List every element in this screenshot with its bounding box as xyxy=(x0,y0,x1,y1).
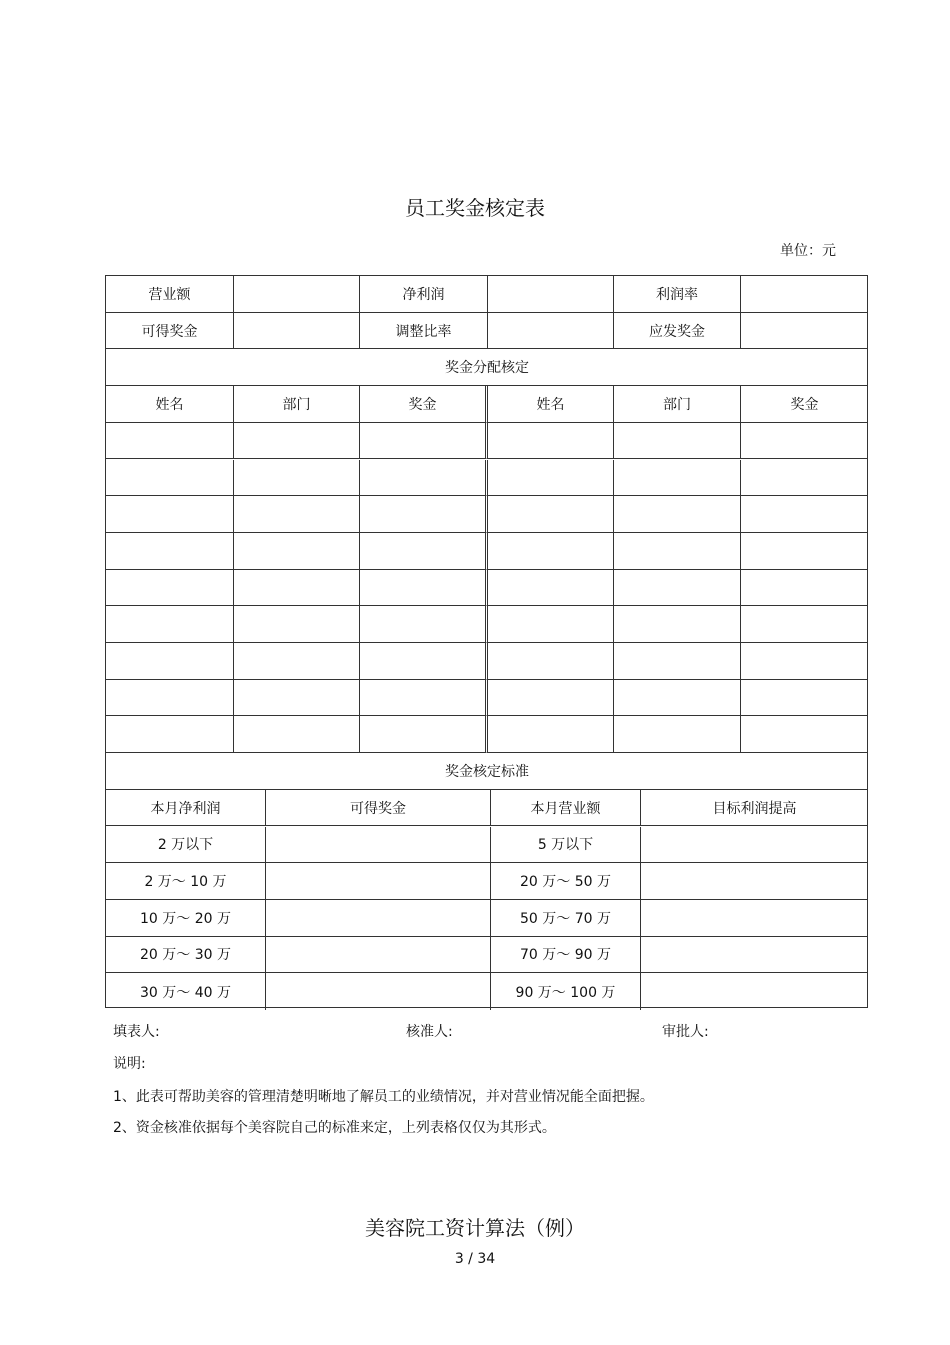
standard-cell: 2 万～ 10 万 xyxy=(106,863,266,900)
summary-value-cell xyxy=(488,276,614,313)
allocation-cell xyxy=(741,570,868,607)
standard-cell xyxy=(641,863,868,900)
allocation-cell xyxy=(614,570,741,607)
allocation-column-header: 姓名 xyxy=(106,386,234,423)
allocation-cell xyxy=(360,680,488,717)
allocation-cell xyxy=(360,570,488,607)
standard-cell xyxy=(266,827,491,864)
allocation-column-header: 姓名 xyxy=(488,386,614,423)
allocation-cell xyxy=(234,680,360,717)
standard-heading: 奖金核定标准 xyxy=(106,753,868,790)
allocation-cell xyxy=(741,680,868,717)
allocation-column-header: 奖金 xyxy=(741,386,868,423)
summary-label: 营业额 xyxy=(106,276,234,313)
allocation-cell xyxy=(614,680,741,717)
allocation-cell xyxy=(488,643,614,680)
allocation-cell xyxy=(614,643,741,680)
allocation-column-header: 部门 xyxy=(234,386,360,423)
standard-cell xyxy=(641,973,868,1010)
allocation-cell xyxy=(234,423,360,460)
allocation-cell xyxy=(360,643,488,680)
standard-cell: 20 万～ 30 万 xyxy=(106,937,266,974)
filler-label: 填表人: xyxy=(113,1024,160,1040)
allocation-column-header: 奖金 xyxy=(360,386,488,423)
note-2: 2、资金核准依据每个美容院自己的标准来定，上列表格仅仅为其形式。 xyxy=(113,1120,556,1136)
standard-cell xyxy=(266,900,491,937)
allocation-cell xyxy=(741,716,868,753)
allocation-cell xyxy=(488,496,614,533)
allocation-cell xyxy=(741,460,868,497)
allocation-cell xyxy=(360,716,488,753)
summary-value-cell xyxy=(488,313,614,350)
allocation-cell xyxy=(360,460,488,497)
summary-label: 利润率 xyxy=(614,276,741,313)
checker-label: 核准人: xyxy=(406,1024,453,1040)
allocation-cell xyxy=(360,606,488,643)
standard-column-header: 本月营业额 xyxy=(491,790,641,827)
standard-cell: 30 万～ 40 万 xyxy=(106,973,266,1010)
allocation-cell xyxy=(234,570,360,607)
allocation-cell xyxy=(360,496,488,533)
standard-column-header: 目标利润提高 xyxy=(641,790,868,827)
standard-cell: 90 万～ 100 万 xyxy=(491,973,641,1010)
allocation-cell xyxy=(741,643,868,680)
allocation-cell xyxy=(741,423,868,460)
allocation-cell xyxy=(614,423,741,460)
allocation-cell xyxy=(360,423,488,460)
note-label: 说明: xyxy=(113,1056,146,1072)
allocation-cell xyxy=(360,533,488,570)
allocation-cell xyxy=(488,533,614,570)
allocation-cell xyxy=(488,680,614,717)
next-section-title: 美容院工资计算法（例） xyxy=(365,1216,585,1240)
standard-cell xyxy=(266,937,491,974)
summary-label: 可得奖金 xyxy=(106,313,234,350)
allocation-cell xyxy=(741,533,868,570)
allocation-cell xyxy=(614,606,741,643)
summary-value-cell xyxy=(741,276,868,313)
allocation-cell xyxy=(488,460,614,497)
summary-label: 净利润 xyxy=(360,276,488,313)
summary-label: 调整比率 xyxy=(360,313,488,350)
allocation-cell xyxy=(106,496,234,533)
allocation-cell xyxy=(106,460,234,497)
allocation-cell xyxy=(741,496,868,533)
allocation-cell xyxy=(234,533,360,570)
allocation-cell xyxy=(488,606,614,643)
standard-cell xyxy=(641,900,868,937)
bonus-table xyxy=(105,275,868,1008)
allocation-cell xyxy=(234,716,360,753)
standard-cell: 70 万～ 90 万 xyxy=(491,937,641,974)
standard-cell: 50 万～ 70 万 xyxy=(491,900,641,937)
approver-label: 审批人: xyxy=(662,1024,709,1040)
summary-value-cell xyxy=(234,313,360,350)
allocation-cell xyxy=(488,570,614,607)
allocation-cell xyxy=(234,496,360,533)
standard-cell: 10 万～ 20 万 xyxy=(106,900,266,937)
allocation-cell xyxy=(741,606,868,643)
standard-cell xyxy=(266,973,491,1010)
allocation-cell xyxy=(106,606,234,643)
standard-cell: 5 万以下 xyxy=(491,827,641,864)
standard-column-header: 可得奖金 xyxy=(266,790,491,827)
allocation-cell xyxy=(614,533,741,570)
summary-label: 应发奖金 xyxy=(614,313,741,350)
standard-cell xyxy=(266,863,491,900)
standard-column-header: 本月净利润 xyxy=(106,790,266,827)
allocation-heading: 奖金分配核定 xyxy=(106,349,868,386)
allocation-column-header: 部门 xyxy=(614,386,741,423)
document-title: 员工奖金核定表 xyxy=(405,196,545,220)
standard-cell xyxy=(641,827,868,864)
allocation-cell xyxy=(614,460,741,497)
note-1: 1、此表可帮助美容的管理清楚明晰地了解员工的业绩情况，并对营业情况能全面把握。 xyxy=(113,1089,654,1105)
allocation-cell xyxy=(488,716,614,753)
allocation-cell xyxy=(234,606,360,643)
summary-value-cell xyxy=(741,313,868,350)
summary-value-cell xyxy=(234,276,360,313)
allocation-cell xyxy=(106,680,234,717)
standard-cell xyxy=(641,937,868,974)
page-number: 3 / 34 xyxy=(454,1251,496,1267)
allocation-cell xyxy=(234,460,360,497)
allocation-cell xyxy=(614,496,741,533)
allocation-cell xyxy=(106,423,234,460)
unit-label: 单位：元 xyxy=(780,243,836,259)
allocation-cell xyxy=(234,643,360,680)
allocation-cell xyxy=(614,716,741,753)
standard-cell: 20 万～ 50 万 xyxy=(491,863,641,900)
allocation-cell xyxy=(106,716,234,753)
allocation-cell xyxy=(106,533,234,570)
standard-cell: 2 万以下 xyxy=(106,827,266,864)
allocation-cell xyxy=(106,570,234,607)
allocation-cell xyxy=(106,643,234,680)
allocation-cell xyxy=(488,423,614,460)
